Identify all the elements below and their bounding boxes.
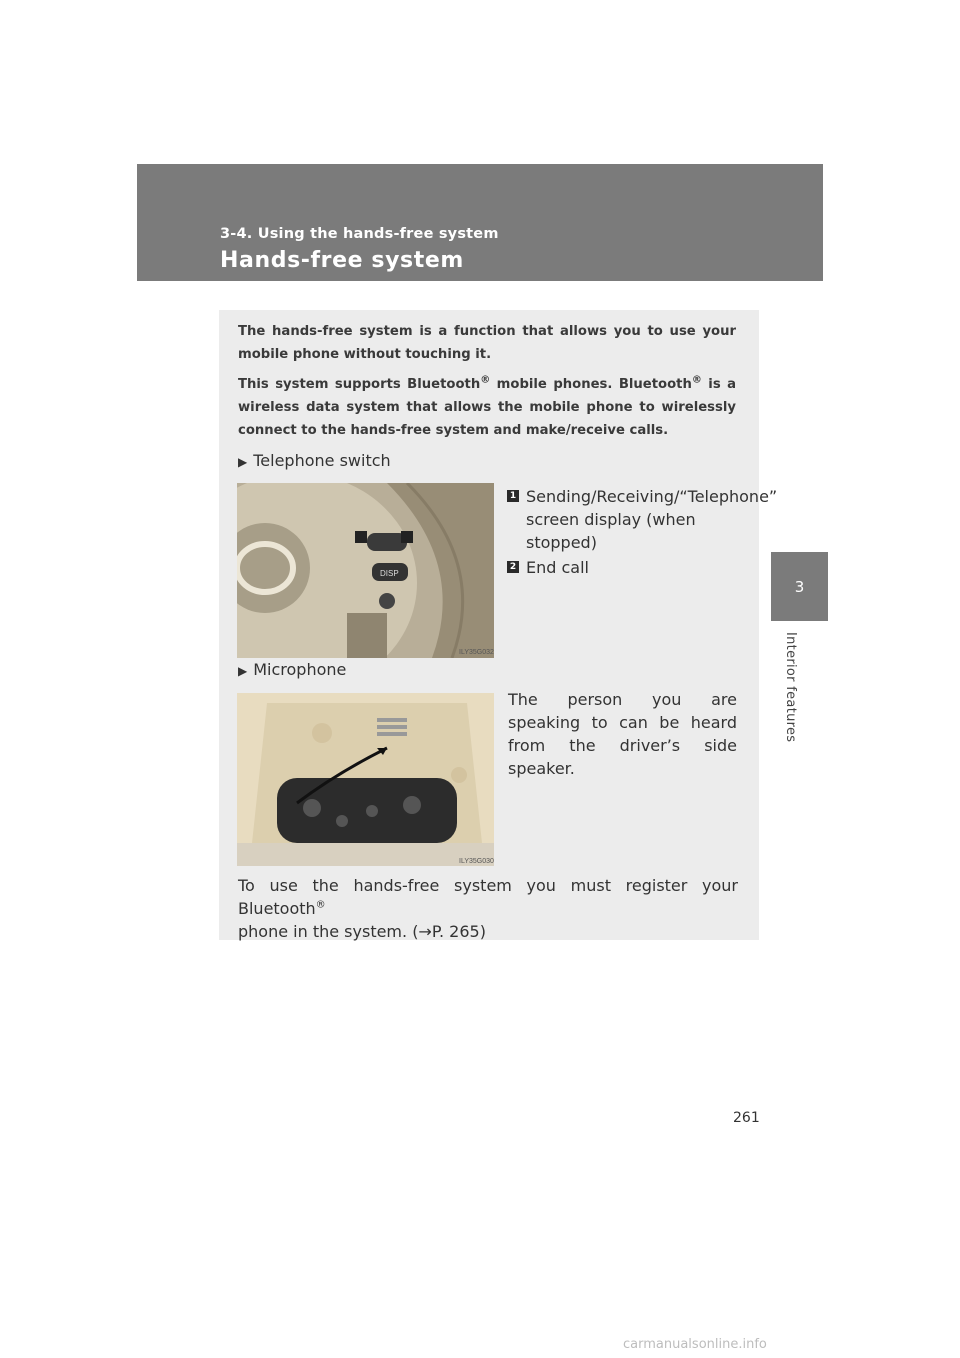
- page-number: 261: [733, 1110, 760, 1126]
- callout-text: End call: [526, 558, 589, 577]
- closing-text-a: To use the hands-free system you must register your Bluetooth: [238, 876, 738, 918]
- callout-list: [507, 485, 778, 581]
- callout-number: 1: [507, 490, 519, 502]
- chapter-label: Interior features: [783, 632, 798, 743]
- play-arrow-icon: ▶: [238, 455, 248, 469]
- registered-mark: ®: [691, 374, 702, 386]
- disp-button-label: DISP: [380, 569, 399, 578]
- callout-text: Sending/Receiving/“Telephone” screen display (when stopped): [526, 487, 778, 552]
- intro-text-b: mobile phones. Bluetooth: [490, 377, 692, 392]
- microphone-description: The person you are speaking to can be heard from the driver’s side speaker.: [508, 690, 737, 778]
- registered-mark: ®: [480, 374, 491, 386]
- chapter-number: 3: [794, 578, 805, 596]
- photo-code: ILY35G032: [459, 649, 494, 656]
- photo-code: ILY35G030: [459, 858, 494, 865]
- chapter-tab[interactable]: [771, 552, 828, 621]
- callout-number: 2: [507, 561, 519, 573]
- intro-paragraph-2: [238, 373, 736, 442]
- play-arrow-icon: ▶: [238, 664, 248, 678]
- telephone-switch-label: Telephone switch: [253, 451, 391, 470]
- steering-wheel-photo: [237, 483, 494, 658]
- telephone-switch-heading: [238, 451, 391, 470]
- watermark: carmanualsonline.info: [623, 1337, 767, 1352]
- overhead-console-photo: [237, 693, 494, 866]
- registered-mark: ®: [315, 899, 326, 911]
- page-title: Hands-free system: [220, 248, 464, 273]
- intro-text-c: is a wireless data system that allows the mobile phone to wirelessly connect to the hands-free system and make/receive calls.: [238, 377, 737, 438]
- closing-text-b: phone in the system. (→P. 265): [238, 922, 486, 941]
- section-label: 3-4. Using the hands-free system: [220, 226, 499, 242]
- closing-paragraph: [238, 874, 738, 943]
- intro-text-a: This system supports Bluetooth: [238, 377, 481, 392]
- callout-item: [507, 556, 739, 579]
- callout-item: [507, 485, 778, 554]
- microphone-label: Microphone: [253, 660, 347, 679]
- microphone-heading: [238, 660, 346, 679]
- intro-paragraph-1: The hands-free system is a function that allows you to use your mobile phone without touching it.: [238, 324, 736, 362]
